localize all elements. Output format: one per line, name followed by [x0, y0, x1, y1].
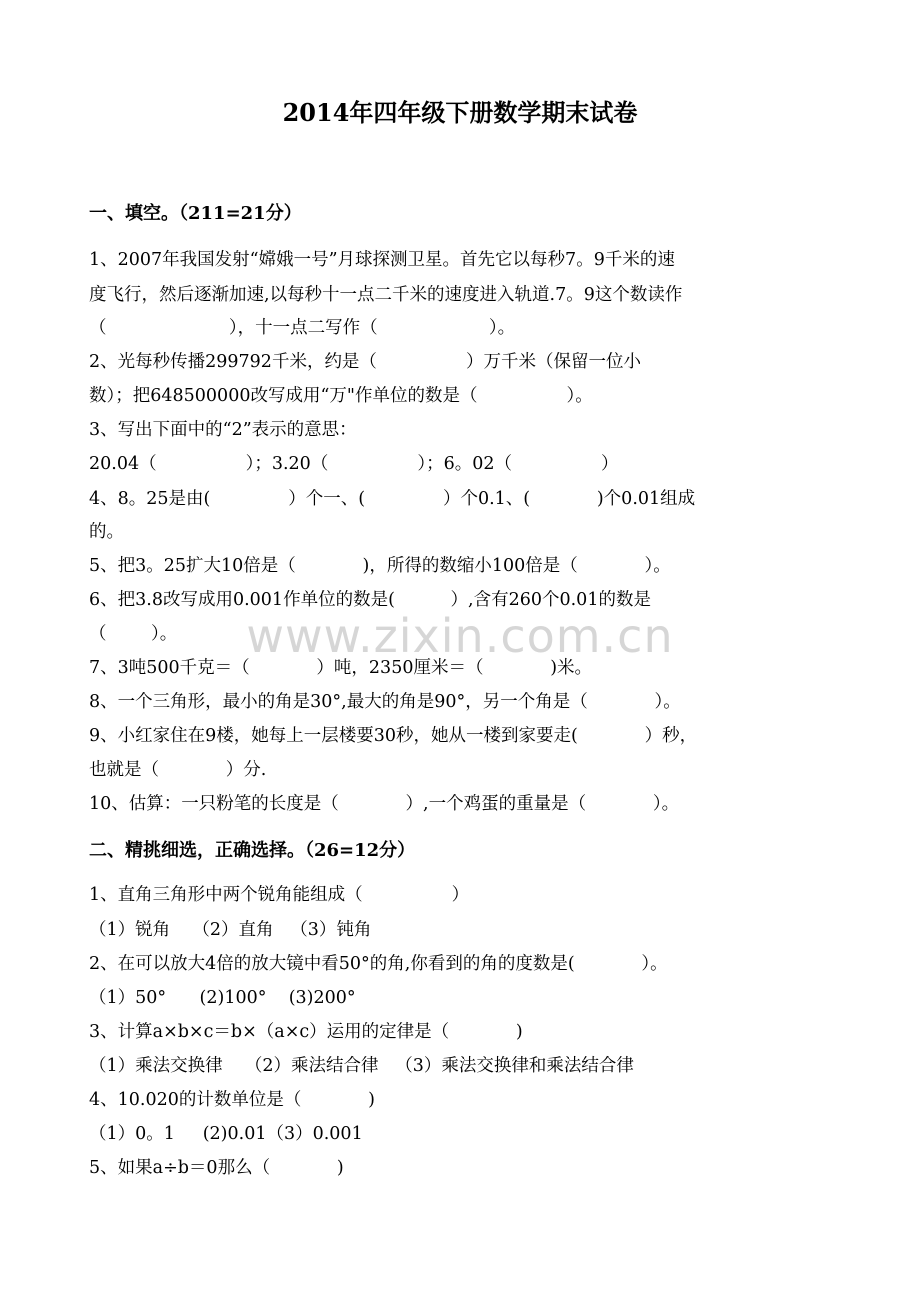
text-line: 7、3吨500千克＝（ ）吨，2350厘米＝（ )米。 [89, 658, 593, 678]
text-line: （1）乘法交换律 （2）乘法结合律 （3）乘法交换律和乘法结合律 [89, 1056, 634, 1076]
text-line: 10、估算：一只粉笔的长度是（ ）,一个鸡蛋的重量是（ ）。 [89, 794, 680, 814]
text-line: 也就是（ ）分. [89, 760, 267, 780]
text-line: （1）锐角 （2）直角 （3）钝角 [89, 920, 372, 940]
page-title: 2014年四年级下册数学期末试卷 [282, 98, 638, 127]
text-line: 1、2007年我国发射“嫦娥一号”月球探测卫星。首先它以每秒7。9千米的速 [89, 250, 675, 270]
text-line: （ ）。 [89, 624, 178, 644]
text-line: 20.04（ ）；3.20（ ）；6。02（ ） [89, 454, 619, 474]
section-heading-fill-blank: 一、填空。（211=21分） [89, 203, 302, 224]
text-line: 1、直角三角形中两个锐角能组成（ ） [89, 885, 470, 905]
text-line: 2、在可以放大4倍的放大镜中看50°的角,你看到的角的度数是( ）。 [89, 954, 668, 974]
watermark: www.zixin.com.cn [246, 609, 674, 663]
text-line: 5、如果a÷b＝0那么（ ) [89, 1158, 344, 1178]
text-line: 数）；把648500000改写成用“万"作单位的数是（ ）。 [89, 386, 593, 406]
text-line: （1）0。1 (2)0.01（3）0.001 [89, 1124, 363, 1144]
text-line: （1）50° (2)100° (3)200° [89, 988, 356, 1008]
text-line: 3、计算a×b×c＝b×（a×c）运用的定律是（ ) [89, 1022, 523, 1042]
text-line: 度飞行，然后逐渐加速,以每秒十一点二千米的速度进入轨道.7。9这个数读作 [89, 285, 683, 305]
text-line: 的。 [89, 522, 124, 542]
text-line: （ ），十一点二写作（ ）。 [89, 318, 516, 338]
text-line: 3、写出下面中的“2”表示的意思： [89, 420, 357, 440]
text-line: 9、小红家住在9楼，她每上一层楼要30秒，她从一楼到家要走( ）秒， [89, 726, 698, 746]
text-line: 2、光每秒传播299792千米，约是（ ）万千米（保留一位小 [89, 352, 641, 372]
text-line: 8、一个三角形，最小的角是30°,最大的角是90°，另一个角是（ ）。 [89, 692, 681, 712]
section-heading-multiple-choice: 二、精挑细选，正确选择。（26=12分） [89, 840, 416, 861]
text-line: 6、把3.8改写成用0.001作单位的数是( ）,含有260个0.01的数是 [89, 590, 651, 610]
text-line: 5、把3。25扩大10倍是（ )，所得的数缩小100倍是（ ）。 [89, 556, 671, 576]
text-line: 4、8。25是由( ）个一、( ）个0.1、( )个0.01组成 [89, 489, 696, 509]
text-line: 4、10.020的计数单位是（ ) [89, 1090, 375, 1110]
